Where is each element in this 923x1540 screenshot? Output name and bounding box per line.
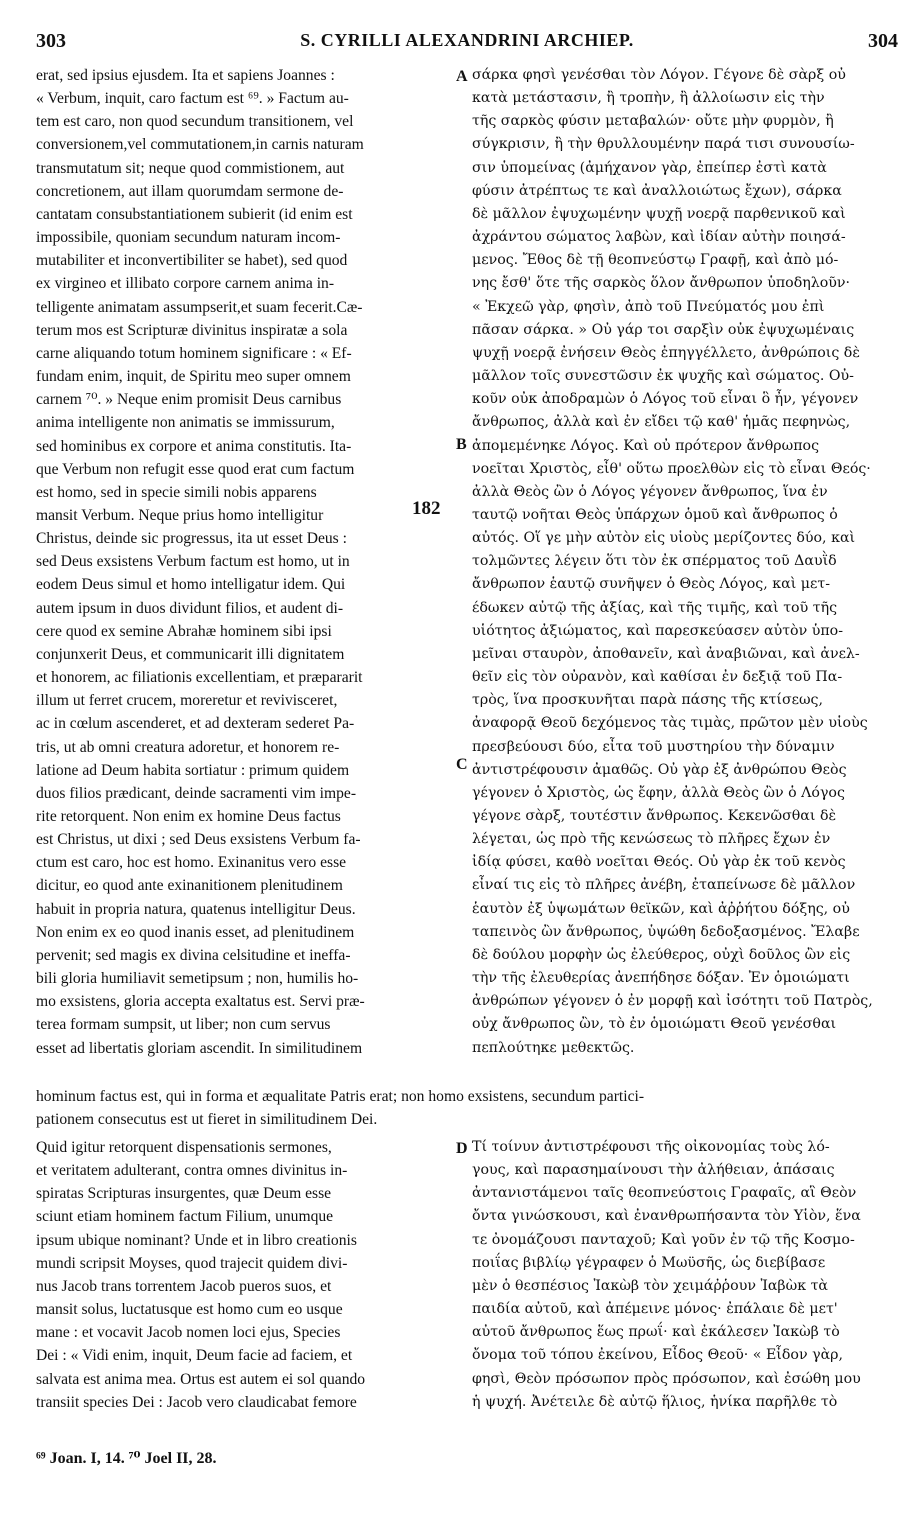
margin-marker-d: D xyxy=(456,1140,468,1157)
latin-line: spiratas Scripturas insurgentes, quæ Deum esse xyxy=(36,1185,332,1203)
latin-line: esset ad libertatis gloriam ascendit. In similitudinem xyxy=(36,1039,363,1057)
latin-full-width-lines xyxy=(36,1085,898,1131)
greek-column-bottom xyxy=(472,1136,898,1414)
greek-line: τρὸς, ἵνα προσκυνῆται παρὰ πάσης τῆς κτίσεως, xyxy=(472,692,824,709)
greek-line: κοῦν οὐκ ἀποδραμὼν ὁ Λόγος τοῦ εἶναι ὃ ἦν, γέγονεν xyxy=(472,391,859,408)
greek-line: νης ἔσθ' ὅτε τῆς σαρκὸς ὅλον ἄνθρωπον ὑποδηλοῦν· xyxy=(472,275,851,292)
latin-line: fundam enim, inquit, de Spiritu meo super omnem xyxy=(36,368,351,386)
greek-line: σιν ὑπομείνας (ἀμήχανον γὰρ, ἐπείπερ ἐστὶ κατὰ xyxy=(472,159,827,176)
greek-line: θεῖν εἰς τὸν οὐρανὸν, καὶ καθίσαι ἐν δεξιᾷ τοῦ Πα- xyxy=(472,669,843,686)
greek-line: ἀντιστρέφουσιν ἀμαθῶς. Οὐ γὰρ ἐξ ἀνθρώπου Θεὸς xyxy=(472,761,847,778)
latin-line: Quid igitur retorquent dispensationis sermones, xyxy=(36,1139,332,1156)
greek-line: τῆς σαρκὸς φύσιν μεταβαλών· οὔτε μὴν φυρμὸν, ἢ xyxy=(472,113,834,130)
latin-wide-line: hominum factus est, qui in forma et æqualitate Patris erat; non homo exsistens, secundum partici- xyxy=(36,1088,645,1105)
margin-marker-a: A xyxy=(456,68,468,85)
margin-marker-b: B xyxy=(456,436,467,453)
latin-line: transiit species Dei : Jacob vero claudicabat femore xyxy=(36,1393,357,1411)
latin-line: sed Deus exsistens Verbum factum est homo, ut in xyxy=(36,553,350,571)
latin-line: salvata est anima mea. Ortus est autem ei sol quando xyxy=(36,1370,366,1388)
greek-column-top xyxy=(472,64,898,1060)
greek-line: ἄνθρωπος, ἀλλὰ καὶ ἐν εἴδει τῷ καθ' ἡμᾶς πεφηνὼς, xyxy=(472,414,851,431)
greek-line: οὐχ ἄνθρωπος ὢν, τὸ ἐν ὁμοιώματι Θεοῦ γενέσθαι xyxy=(472,1016,837,1033)
margin-marker-c: C xyxy=(456,756,468,773)
greek-line: μὲν ὁ θεσπέσιος Ἰακὼβ τὸν χειμάῤῥουν Ἰαβὼκ τὰ xyxy=(472,1277,829,1294)
greek-line: ἰδίᾳ φύσει, καθὸ νοεῖται Θεός. Οὐ γὰρ ἐκ τοῦ κενὸς xyxy=(472,854,846,871)
latin-line: habuit in propria natura, quatenus intelligitur Deus. xyxy=(36,900,356,918)
latin-line: erat, sed ipsius ejusdem. Ita et sapiens Joannes : xyxy=(36,67,335,84)
latin-line: sciunt etiam hominem factum Filium, unumque xyxy=(36,1208,334,1226)
greek-line: Τί τοίνυν ἀντιστρέφουσι τῆς οἰκονομίας τοὺς λό- xyxy=(472,1139,830,1155)
greek-line: μεῖναι σταυρὸν, ἀποθανεῖν, καὶ ἀναβιῶναι, καὶ ἀνελ- xyxy=(472,645,860,662)
latin-line: cere quod ex semine Abrahæ hominem sibi ipsi xyxy=(36,622,332,640)
greek-line: πᾶσαν σάρκα. » Οὐ γάρ τοι σαρξὶν οὐκ ἐψυχωμέναις xyxy=(472,321,855,338)
latin-line: concretionem, aut illam quorumdam sermone de- xyxy=(36,182,344,200)
greek-line: τολμῶντες λέγειν ὅτι τὸν ἐκ σπέρματος τοῦ Δαυῒδ xyxy=(472,553,837,570)
latin-line: pervenit; sed magis ex divina celsitudine et ineffa- xyxy=(36,946,351,964)
greek-line: μενος. Ἔθος δὲ τῇ θεοπνεύστῳ Γραφῇ, καὶ ἀπὸ μό- xyxy=(472,252,839,269)
latin-line: conjunxerit Deus, et communicarit illi dignitatem xyxy=(36,645,345,663)
greek-line: ταπεινὸς ὢν ἄνθρωπος, ὑψώθη δεδοξασμένος. Ἔλαβε xyxy=(472,923,860,940)
latin-line: duos filios prædicant, deinde sacramenti vim impe- xyxy=(36,784,357,802)
greek-line: κατὰ μετάστασιν, ἢ τροπὴν, ἢ ἀλλοίωσιν εἰς τὴν xyxy=(472,90,825,107)
latin-line: terea formam sumpsit, ut liber; non cum servus xyxy=(36,1016,331,1034)
greek-line: ψυχῇ νοερᾷ ἐνήσειν Θεὸς ἐπηγγέλλετο, ἀνθρώποις δὲ xyxy=(472,344,860,361)
greek-line: έδωκεν αὐτῷ τῆς ἀξίας, καὶ τῆς τιμῆς, καὶ τοῦ τῆς xyxy=(472,599,838,616)
greek-line: σάρκα φησὶ γενέσθαι τὸν Λόγον. Γέγονε δὲ σὰρξ οὐ xyxy=(472,67,846,83)
latin-line: autem ipsum in duos dividunt filios, et audent di- xyxy=(36,599,344,617)
page-header xyxy=(36,30,898,56)
latin-line: tris, ut ab omni creatura adoretur, et honorem re- xyxy=(36,738,340,756)
greek-line: γους, καὶ παρασημαίνουσι τὴν ἀλήθειαν, ἁπάσαις xyxy=(472,1162,835,1179)
latin-line: anima intelligente non animatis se immissurum, xyxy=(36,414,335,432)
footnotes: ⁶⁹ Joan. I, 14. ⁷⁰ Joel II, 28. xyxy=(36,1450,217,1467)
running-title: S. CYRILLI ALEXANDRINI ARCHIEP. xyxy=(300,30,634,50)
latin-line: Dei : « Vidi enim, inquit, Deum facie ad faciem, et xyxy=(36,1347,353,1365)
greek-line: ἀπομεμένηκε Λόγος. Καὶ οὐ πρότερον ἄνθρωπος xyxy=(472,437,820,454)
latin-line: nus Jacob trans torrentem Jacob pueros suos, et xyxy=(36,1277,332,1295)
greek-line: εἶναί τις εἰς τὸ πλῆρες ἀνέβη, ἐταπείνωσε δὲ μᾶλλον xyxy=(472,877,856,894)
latin-line: cantatam consubstantiationem subierit (id enim est xyxy=(36,205,353,223)
greek-line: δὲ μᾶλλον ἐψυχωμένην ψυχῇ νοερᾷ παρθενικοῦ καὶ xyxy=(472,205,846,222)
latin-line: Non enim ex eo quod inanis esset, ad plenitudinem xyxy=(36,923,355,941)
latin-wide-line: pationem consecutus est ut fieret in similitudinem Dei. xyxy=(36,1111,378,1129)
latin-line: mansit solus, luctatusque est homo cum eo usque xyxy=(36,1301,343,1319)
greek-line: « Ἐκχεῶ γὰρ, φησὶν, ἀπὸ τοῦ Πνεύματός μου ἐπὶ xyxy=(472,298,825,315)
greek-line: υἱότητος ἀξιώματος, καὶ παρεσκεύασεν αὐτὸν ὑπο- xyxy=(472,622,844,639)
latin-line: Christus, deinde sic progressus, ita ut esset Deus : xyxy=(36,530,347,548)
greek-line: αὐτοῦ ἄνθρωπος ἕως πρωΐ· καὶ ἐκάλεσεν Ἰακὼβ τὸ xyxy=(472,1324,840,1341)
latin-line: mo exsistens, gloria accepta exaltatus est. Servi præ- xyxy=(36,993,365,1011)
greek-line: πρεσβεύουσι δύο, εἶτα τοῦ μυστηρίου τὴν δύναμιν xyxy=(472,738,835,755)
latin-line: dicitur, eo quod ante exinanitionem plenitudinem xyxy=(36,877,343,895)
latin-line: « Verbum, inquit, caro factum est ⁶⁹. » Factum au- xyxy=(36,90,349,108)
latin-line: mutabiliter et inconvertibiliter se habet), sed quod xyxy=(36,252,348,270)
latin-line: tem est caro, non quod secundum transitionem, vel xyxy=(36,113,354,131)
page-number-right: 304 xyxy=(868,30,898,52)
column-number: 182 xyxy=(412,498,441,519)
latin-line: bili gloria humiliavit semetipsum ; non, humilis ho- xyxy=(36,970,359,988)
greek-line: ἡ ψυχή. Ἀνέτειλε δὲ αὐτῷ ἥλιος, ἡνίκα παρῆλθε τὸ xyxy=(472,1393,838,1410)
latin-line: conversionem,vel commutationem,in carnis naturam xyxy=(36,136,364,154)
latin-line: illum ut ferret crucem, moreretur et revivisceret, xyxy=(36,692,338,710)
greek-line: ἀλλὰ Θεὸς ὢν ὁ Λόγος γέγονεν ἄνθρωπος, ἵνα ἐν xyxy=(472,483,828,500)
greek-line: ποιΐας βιβλίῳ γέγραφεν ὁ Μωϋσῆς, ὡς διεβίβασε xyxy=(472,1254,826,1271)
greek-line: τὴν τῆς ἐλευθερίας ἀνεπήδησε δόξαν. Ἐν ὁμοιώματι xyxy=(472,970,850,987)
greek-line: ὄντα γινώσκουσι, καὶ ἐνανθρωπήσαντα τὸν Υἱὸν, ἕνα xyxy=(472,1208,861,1225)
page-number-left: 303 xyxy=(36,30,66,52)
latin-line: carnem ⁷⁰. » Neque enim promisit Deus carnibus xyxy=(36,391,342,409)
greek-line: δὲ δούλου μορφὴν ὡς ἐλεύθερος, οὐχὶ δοῦλος ὢν εἰς xyxy=(472,946,851,963)
latin-column-top xyxy=(36,64,450,1060)
latin-line: transmutatum sit; neque quod commistionem, aut xyxy=(36,159,345,177)
latin-line: est homo, sed in specie simili nobis apparens xyxy=(36,483,317,501)
greek-line: ταυτῷ νοῆται Θεὸς ὑπάρχων ὁμοῦ καὶ ἄνθρωπος ὁ xyxy=(472,506,838,523)
latin-line: ac in cœlum ascenderet, et ad dexteram sederet Pa- xyxy=(36,715,355,733)
latin-line: et veritatem adulterant, contra omnes divinitus in- xyxy=(36,1162,348,1180)
greek-line: αὐτός. Οἵ γε μὴν αὐτὸν εἰς υἱοὺς μερίζοντες δύο, καὶ xyxy=(472,530,856,547)
greek-line: ἀναφορᾷ Θεοῦ δεχόμενος τὰς τιμὰς, πρῶτον μὲν υἱοὺς xyxy=(472,715,868,732)
greek-line: γέγονεν ὁ Χριστὸς, ὡς ἔφην, ἀλλὰ Θεὸς ὢν ὁ Λόγος xyxy=(472,784,845,801)
latin-line: eodem Deus simul et homo intelligatur idem. Qui xyxy=(36,576,346,594)
greek-line: ἄνθρωπον ἑαυτῷ συνῆψεν ὁ Θεὸς Λόγος, καὶ μετ- xyxy=(472,576,830,593)
latin-line: que Verbum non refugit esse quod erat cum factum xyxy=(36,460,355,478)
greek-line: ἀντανιστάμενοι ταῖς θεοπνεύστοις Γραφαῖς, αἳ Θεὸν xyxy=(472,1185,857,1202)
latin-line: et honorem, ac filiationis excellentiam, et præpararit xyxy=(36,669,363,687)
greek-line: τε ὀνομάζουσι πανταχοῦ; Καὶ γοῦν ἐν τῷ τῆς Κοσμο- xyxy=(472,1231,855,1248)
greek-line: φησὶ, Θεὸν πρόσωπον πρὸς πρόσωπον, καὶ ἐσώθη μου xyxy=(472,1370,861,1387)
latin-line: mansit Verbum. Neque prius homo intelligitur xyxy=(36,506,324,524)
greek-line: ὄνομα τοῦ τόπου ἐκείνου, Εἶδος Θεοῦ· « Εἶδον γὰρ, xyxy=(472,1347,844,1364)
greek-line: ἀχράντου σώματος λαβὼν, καὶ ἰδίαν αὐτὴν ποιησά- xyxy=(472,229,846,246)
latin-line: mane : et vocavit Jacob nomen loci ejus, Species xyxy=(36,1324,341,1342)
latin-line: carne aliquando totum hominem significare : « Ef- xyxy=(36,344,352,362)
latin-line: ex virgineo et illibato corpore carnem anima in- xyxy=(36,275,335,293)
latin-line: latione ad Deum habita sortiatur : primum quidem xyxy=(36,761,350,779)
greek-line: πεπλούτηκε μεθεκτῶς. xyxy=(472,1039,635,1056)
greek-line: παιδία αὐτοῦ, καὶ ἀπέμεινε μόνος· ἐπάλαιε δὲ μετ' xyxy=(472,1301,838,1318)
greek-line: ἀνθρώπων γέγονεν ὁ ἐν μορφῇ καὶ ἰσότητι τοῦ Πατρὸς, xyxy=(472,993,873,1010)
greek-line: μᾶλλον τοῖς συνεστῶσιν ἐκ ψυχῆς καὶ σώματος. Οὐ- xyxy=(472,368,854,385)
greek-line: φύσιν ἀτρέπτως τε καὶ ἀναλλοιώτως ἔχων), σάρκα xyxy=(472,182,842,199)
latin-line: rite retorquent. Non enim ex homine Deus factus xyxy=(36,808,341,825)
latin-line: telligente animatam assumpserit,et suam fecerit.Cæ- xyxy=(36,298,363,316)
latin-line: sed hominibus ex corpore et anima constitutis. Ita- xyxy=(36,437,352,455)
greek-line: ἑαυτὸν ἐξ ὑψωμάτων θεϊκῶν, καὶ ἀῤῥήτου δόξης, οὐ xyxy=(472,900,850,917)
greek-line: γέγονε σὰρξ, τουτέστιν ἄνθρωπος. Κεκενῶσθαι δὲ xyxy=(472,808,837,824)
latin-line: est Christus, ut dixi ; sed Deus exsistens Verbum fa- xyxy=(36,831,361,849)
latin-line: ctum est caro, hoc est homo. Exinanitus vero esse xyxy=(36,854,347,872)
latin-line: ipsum ubique nominant? Unde et in libro creationis xyxy=(36,1231,357,1249)
latin-line: mundi scripsit Moyses, quod trajecit quidem divi- xyxy=(36,1254,348,1272)
greek-line: σύγκρισιν, ἢ τὴν θρυλλουμένην παρά τισι συνουσίω- xyxy=(472,136,855,153)
latin-line: terum mos est Scripturæ divinitus inspiratæ a sola xyxy=(36,321,348,339)
greek-line: λέγεται, ὡς πρὸ τῆς κενώσεως τὸ πλῆρες ἔχων ἐν xyxy=(472,831,831,848)
latin-column-bottom xyxy=(36,1136,450,1414)
latin-line: impossibile, quoniam secundum naturam incom- xyxy=(36,229,341,247)
greek-line: νοεῖται Χριστὸς, εἶθ' οὕτω προελθὼν εἰς τὸ εἶναι Θεός· xyxy=(472,460,871,477)
